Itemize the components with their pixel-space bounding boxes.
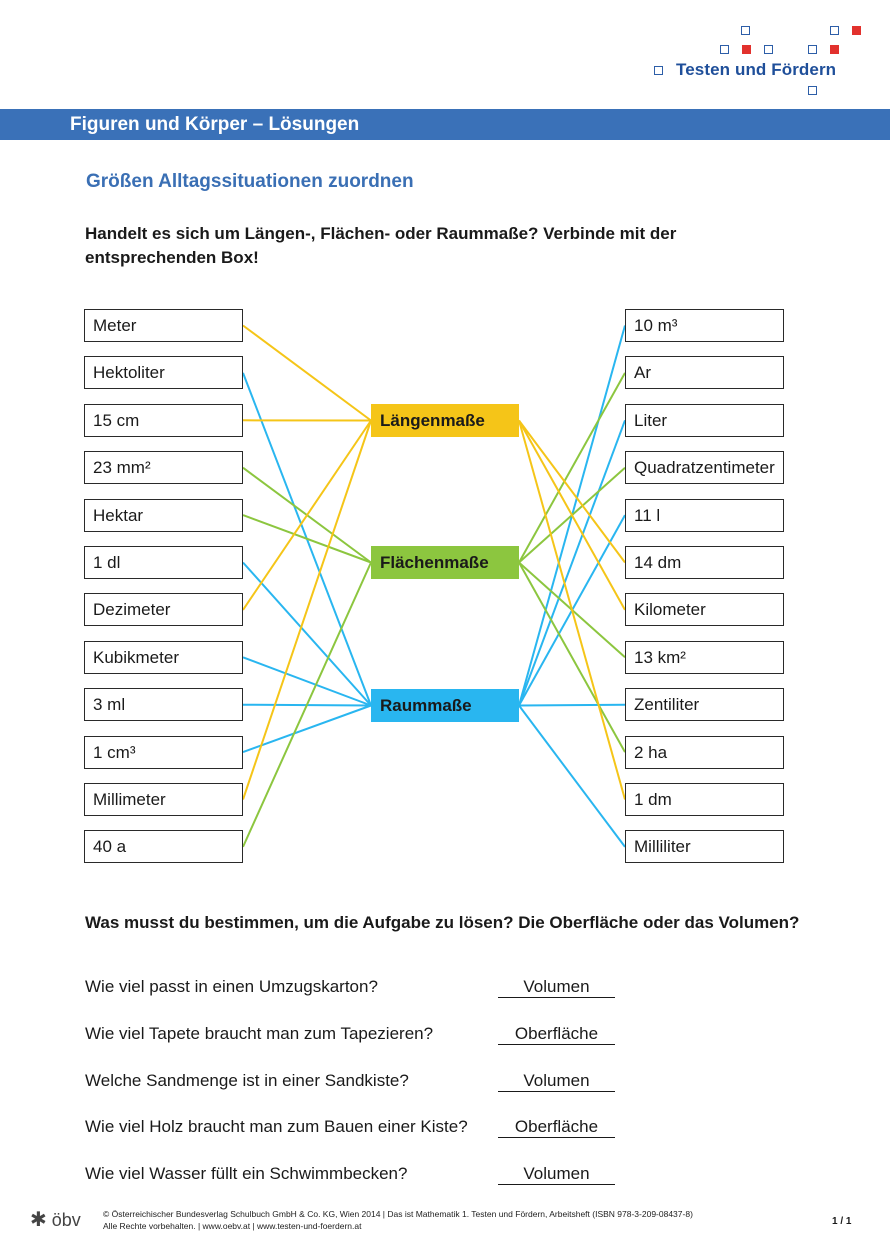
right-unit-box[interactable]: 11 l: [625, 499, 784, 532]
left-unit-box[interactable]: 23 mm²: [84, 451, 243, 484]
footer: [103, 1208, 693, 1232]
left-unit-box[interactable]: 40 a: [84, 830, 243, 863]
connection-line: [519, 563, 625, 753]
category-flaechenmasse[interactable]: Flächenmaße: [371, 546, 519, 579]
question-text: Wie viel passt in einen Umzugskarton?: [85, 977, 378, 996]
left-unit-box[interactable]: Kubikmeter: [84, 641, 243, 674]
connection-line: [519, 705, 625, 706]
right-unit-box[interactable]: 1 dm: [625, 783, 784, 816]
answer-field[interactable]: Oberfläche: [498, 1117, 615, 1138]
left-unit-box[interactable]: Hektar: [84, 499, 243, 532]
left-unit-box[interactable]: Dezimeter: [84, 593, 243, 626]
connection-line: [519, 373, 625, 563]
left-unit-box[interactable]: 3 ml: [84, 688, 243, 721]
page-title: Figuren und Körper – Lösungen: [70, 114, 360, 135]
left-unit-box[interactable]: 1 dl: [84, 546, 243, 579]
left-unit-box[interactable]: 1 cm³: [84, 736, 243, 769]
footer-copyright: © Österreichischer Bundesverlag Schulbuch GmbH & Co. KG, Wien 2014 | Das ist Mathematik 1. Testen und Fördern, Arbeitsheft (ISBN 978-3-209-08437-8): [103, 1209, 693, 1219]
left-unit-box[interactable]: Hektoliter: [84, 356, 243, 389]
connection-line: [243, 326, 371, 421]
connection-line: [243, 421, 371, 800]
footer-links: Alle Rechte vorbehalten. | www.oebv.at | www.testen-und-foerdern.at: [103, 1221, 362, 1231]
connection-line: [243, 563, 371, 706]
publisher-logo: [30, 1207, 81, 1232]
question-text: Wie viel Wasser füllt ein Schwimmbecken?: [85, 1164, 408, 1184]
connection-line: [243, 515, 371, 562]
category-raummasse[interactable]: Raummaße: [371, 689, 519, 722]
star-icon: ✱: [30, 1209, 47, 1231]
question-text: Welche Sandmenge ist in einer Sandkiste?: [85, 1070, 409, 1090]
right-unit-box[interactable]: Liter: [625, 404, 784, 437]
question-text: Wie viel Holz braucht man zum Bauen einer Kiste?: [85, 1117, 468, 1137]
right-unit-box[interactable]: 13 km²: [625, 641, 784, 674]
right-unit-box[interactable]: 2 ha: [625, 736, 784, 769]
right-unit-box[interactable]: Kilometer: [625, 593, 784, 626]
category-laengenmasse[interactable]: Längenmaße: [371, 404, 519, 437]
part2-instruction: Was musst du bestimmen, um die Aufgabe zu lösen? Die Oberfläche oder das Volumen?: [85, 913, 800, 932]
answer-field[interactable]: Volumen: [498, 1071, 615, 1092]
right-unit-box[interactable]: Milliliter: [625, 830, 784, 863]
connection-line: [519, 421, 625, 563]
answer-field[interactable]: Volumen: [498, 977, 615, 998]
connection-line: [519, 420, 625, 705]
connection-line: [243, 657, 371, 705]
section-title: Größen Alltagssituationen zuordnen: [86, 171, 414, 192]
question-text: Wie viel Tapete braucht man zum Tapezieren?: [85, 1023, 434, 1043]
left-unit-box[interactable]: 15 cm: [84, 404, 243, 437]
connection-line: [243, 421, 371, 610]
right-unit-box[interactable]: Quadratzentimeter: [625, 451, 784, 484]
logo-text: Testen und Fördern: [676, 60, 837, 79]
answer-field[interactable]: Volumen: [498, 1164, 615, 1185]
page-number: 1 / 1: [832, 1216, 852, 1227]
task-instruction: Handelt es sich um Längen-, Flächen- oder Raummaße? Verbinde mit der entsprechenden Box!: [85, 224, 677, 267]
right-unit-box[interactable]: Zentiliter: [625, 688, 784, 721]
left-unit-box[interactable]: Meter: [84, 309, 243, 342]
connection-line: [519, 421, 625, 610]
connection-line: [519, 421, 625, 800]
publisher-logo-text: öbv: [51, 1210, 81, 1230]
answer-field[interactable]: Oberfläche: [498, 1024, 615, 1045]
right-unit-box[interactable]: 14 dm: [625, 546, 784, 579]
connection-line: [519, 706, 625, 847]
right-unit-box[interactable]: Ar: [625, 356, 784, 389]
left-unit-box[interactable]: Millimeter: [84, 783, 243, 816]
right-unit-box[interactable]: 10 m³: [625, 309, 784, 342]
